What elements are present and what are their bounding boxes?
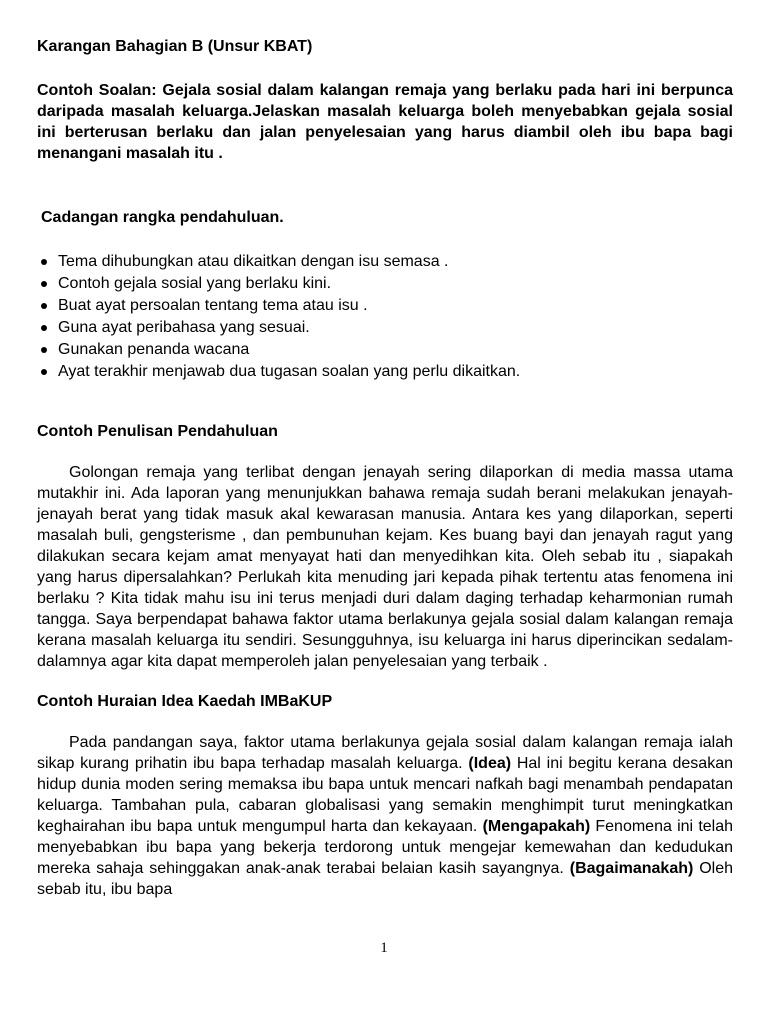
imbakup-paragraph <box>37 732 733 900</box>
imbakup-title: Contoh Huraian Idea Kaedah IMBaKUP <box>37 693 333 710</box>
imbakup-text-part3: Fenomena ini telah menyebabkan ibu bapa yang bekerja terdorong untuk mengejar kemewahan dan kedudukan mereka sahaja sehinggakan anak-anak terabai belaian kasih sayangnya. <box>37 818 734 877</box>
list-item-text: Buat ayat persoalan tentang tema atau isu . <box>58 297 368 314</box>
document-heading: Karangan Bahagian B (Unsur KBAT) <box>37 38 313 55</box>
list-item-text: Ayat terakhir menjawab dua tugasan soalan yang perlu dikaitkan. <box>58 363 521 380</box>
bullet-icon <box>41 369 47 375</box>
intro-paragraph: Golongan remaja yang terlibat dengan jenayah sering dilaporkan di media massa utama mutakhir ini. Ada laporan yang menunjukkan bahawa remaja sudah berani melakukan jenayah-jenayah berat yang tidak masuk akal kewarasan manusia. Antara kes yang dilaporkan, seperti masalah buli, gengsterisme , dan pembunuhan kejam. Kes buang bayi dan jenayah ragut yang dilakukan secara kejam amat menyayat hati dan menyedihkan kita. Oleh sebab itu , siapakah yang harus dipersalahkan? Perlukah kita menuding jari kepada pihak tertentu atas fenomena ini berlaku ? Kita tidak mahu isu ini terus menjadi duri dalam daging terhadap keharmonian rumah tangga. Saya berpendapat bahawa faktor utama berlakunya gejala sosial dalam kalangan remaja kerana masalah keluarga itu sendiri. Sesungguhnya, isu keluarga ini harus diperincikan sedalam-dalamnya agar kita dapat memperoleh jalan penyelesaian yang terbaik . <box>37 464 733 670</box>
page-number: 1 <box>380 940 388 956</box>
bullet-icon <box>41 303 47 309</box>
bullet-icon <box>41 325 47 331</box>
imbakup-text-part1: Pada pandangan saya, faktor utama berlakunya gejala sosial dalam kalangan remaja ialah sikap kurang prihatin ibu bapa terhadap masalah keluarga. <box>37 734 733 772</box>
outline-heading: Cadangan rangka pendahuluan. <box>41 209 284 226</box>
list-item <box>37 317 733 339</box>
document-page <box>37 36 733 900</box>
list-item <box>37 251 733 273</box>
imbakup-text-part4: Oleh sebab itu, ibu bapa <box>37 860 734 898</box>
idea-tag: (Idea) <box>468 755 512 772</box>
list-item <box>37 295 733 317</box>
bagaimanakah-tag: (Bagaimanakah) <box>569 860 694 877</box>
outline-list <box>37 251 733 383</box>
list-item <box>37 339 733 361</box>
imbakup-text-part2: Hal ini begitu kerana desakan hidup dunia moden sering memaksa ibu bapa untuk mencari nafkah bagi menambah pendapatan keluarga. Tambahan pula, cabaran globalisasi yang semakin menghimpit turut meningkatkan keghairahan ibu bapa untuk mengumpul harta dan kekayaan. <box>37 755 734 835</box>
list-item-text: Contoh gejala sosial yang berlaku kini. <box>58 275 332 292</box>
intro-title: Contoh Penulisan Pendahuluan <box>37 423 278 440</box>
list-item-text: Guna ayat peribahasa yang sesuai. <box>58 319 310 336</box>
list-item <box>37 273 733 295</box>
mengapakah-tag: (Mengapakah) <box>482 818 591 835</box>
list-item-text: Gunakan penanda wacana <box>58 341 250 358</box>
list-item-text: Tema dihubungkan atau dikaitkan dengan isu semasa . <box>58 253 449 270</box>
list-item <box>37 361 733 383</box>
bullet-icon <box>41 259 47 265</box>
bullet-icon <box>41 281 47 287</box>
question-text: Contoh Soalan: Gejala sosial dalam kalangan remaja yang berlaku pada hari ini berpunca daripada masalah keluarga.Jelaskan masalah keluarga boleh menyebabkan gejala sosial ini berterusan berlaku dan jalan penyelesaian yang harus diambil oleh ibu bapa bagi menangani masalah itu . <box>37 82 733 162</box>
bullet-icon <box>41 347 47 353</box>
